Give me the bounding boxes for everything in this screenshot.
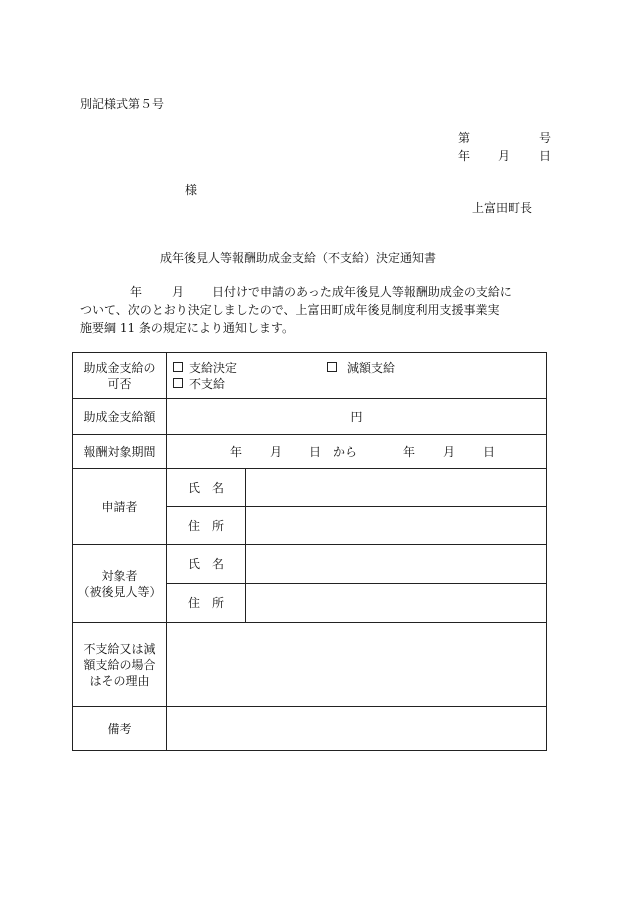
subject-name-row bbox=[73, 545, 547, 584]
date-month: 月 bbox=[498, 149, 511, 163]
applicant-address-field[interactable] bbox=[246, 507, 547, 545]
subject-name-label: 氏 名 bbox=[167, 545, 246, 584]
amount-label: 助成金支給額 bbox=[73, 399, 167, 435]
remarks-label: 備考 bbox=[73, 707, 167, 751]
option-reject-label: 不支給 bbox=[189, 376, 226, 391]
body-line3: 施要綱 11 条の規定により通知します。 bbox=[80, 321, 294, 335]
decision-options-cell bbox=[167, 353, 547, 399]
date-day: 日 bbox=[539, 149, 552, 163]
remarks-field[interactable] bbox=[167, 707, 547, 751]
applicant-name-field[interactable] bbox=[246, 469, 547, 507]
body-line2: ついて、次のとおり決定しましたので、上富田町成年後見制度利用支援事業実 bbox=[80, 303, 500, 317]
number-suffix: 号 bbox=[539, 131, 552, 145]
option-reject[interactable] bbox=[173, 376, 225, 392]
period-label: 報酬対象期間 bbox=[73, 435, 167, 469]
decision-label-cell bbox=[73, 353, 167, 399]
reason-label-line1: 不支給又は減 bbox=[83, 641, 156, 656]
subject-address-field[interactable] bbox=[246, 584, 547, 623]
decision-row bbox=[73, 353, 547, 399]
subject-address-label: 住 所 bbox=[167, 584, 246, 623]
checkbox-icon[interactable] bbox=[173, 362, 183, 372]
subject-label-cell bbox=[73, 545, 167, 623]
subject-name-field[interactable] bbox=[246, 545, 547, 584]
applicant-name-label: 氏 名 bbox=[167, 469, 246, 507]
decision-table bbox=[72, 352, 547, 751]
amount-row bbox=[73, 399, 547, 435]
subject-label-line2: （被後見人等） bbox=[77, 584, 162, 599]
number-prefix: 第 bbox=[458, 131, 471, 145]
period-start-day: 日 bbox=[309, 444, 322, 459]
issuer: 上富田町長 bbox=[472, 201, 533, 215]
body-line1-text: 日付けで申請のあった成年後見人等報酬助成金の支給に bbox=[212, 285, 512, 299]
reason-label-line3: はその理由 bbox=[89, 673, 150, 688]
option-approve-label: 支給決定 bbox=[189, 360, 238, 375]
option-reduced[interactable] bbox=[327, 360, 395, 376]
period-start-year: 年 bbox=[230, 444, 243, 459]
period-start-month: 月 bbox=[270, 444, 283, 459]
decision-label-line1: 助成金支給の bbox=[83, 360, 156, 375]
reason-row bbox=[73, 623, 547, 707]
period-end-year: 年 bbox=[403, 444, 416, 459]
document-title: 成年後見人等報酬助成金支給（不支給）決定通知書 bbox=[160, 251, 437, 265]
period-end-month: 月 bbox=[443, 444, 456, 459]
option-approve[interactable] bbox=[173, 360, 237, 376]
body-year: 年 bbox=[130, 285, 143, 299]
date-year: 年 bbox=[458, 149, 471, 163]
reason-label-cell bbox=[73, 623, 167, 707]
period-value-cell bbox=[167, 435, 547, 469]
checkbox-icon[interactable] bbox=[173, 378, 183, 388]
form-id: 別記様式第５号 bbox=[80, 97, 165, 111]
applicant-name-row bbox=[73, 469, 547, 507]
checkbox-icon[interactable] bbox=[327, 362, 337, 372]
addressee-suffix: 様 bbox=[185, 183, 198, 197]
applicant-label: 申請者 bbox=[73, 469, 167, 545]
remarks-row bbox=[73, 707, 547, 751]
period-end-day: 日 bbox=[483, 444, 496, 459]
decision-label-line2: 可否 bbox=[107, 376, 132, 391]
applicant-address-label: 住 所 bbox=[167, 507, 246, 545]
subject-label-line1: 対象者 bbox=[101, 568, 138, 583]
amount-unit: 円 bbox=[167, 399, 547, 435]
reason-field[interactable] bbox=[167, 623, 547, 707]
reason-label-line2: 額支給の場合 bbox=[83, 657, 156, 672]
period-from: から bbox=[333, 444, 358, 459]
body-month: 月 bbox=[172, 285, 185, 299]
option-reduced-label: 減額支給 bbox=[347, 360, 396, 375]
period-row bbox=[73, 435, 547, 469]
